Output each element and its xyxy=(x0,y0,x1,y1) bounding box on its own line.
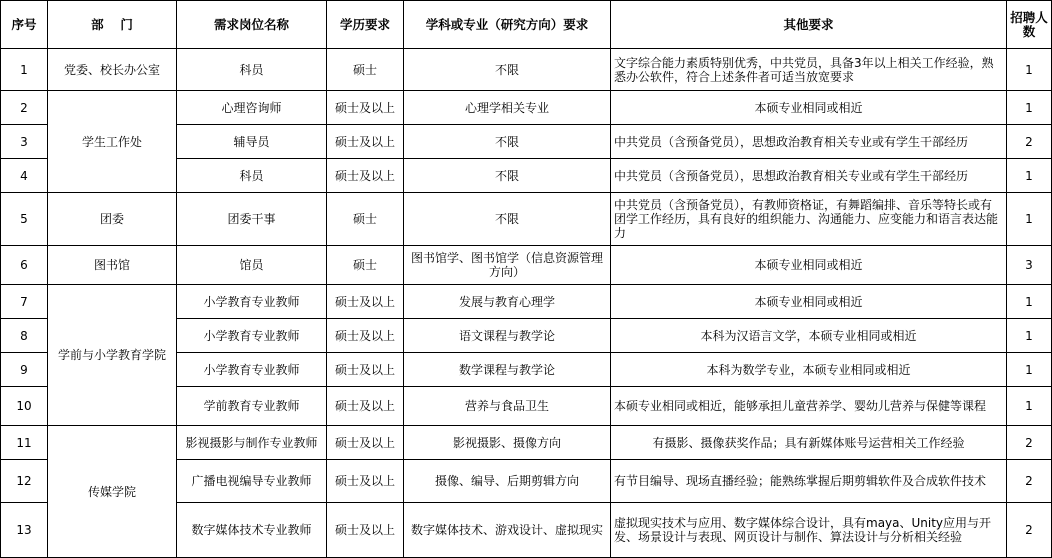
cell-major: 语文课程与教学论 xyxy=(404,319,611,353)
cell-post: 心理咨询师 xyxy=(177,91,327,125)
cell-major: 摄像、编导、后期剪辑方向 xyxy=(404,460,611,503)
cell-other: 有节目编导、现场直播经验；能熟练掌握后期剪辑软件及合成软件技术 xyxy=(611,460,1007,503)
cell-edu: 硕士及以上 xyxy=(327,285,404,319)
header-edu: 学历要求 xyxy=(327,1,404,49)
cell-post: 小学教育专业教师 xyxy=(177,319,327,353)
cell-post: 小学教育专业教师 xyxy=(177,353,327,387)
cell-other: 本硕专业相同或相近 xyxy=(611,91,1007,125)
cell-count: 1 xyxy=(1007,387,1052,426)
cell-count: 2 xyxy=(1007,503,1052,558)
cell-no: 9 xyxy=(1,353,48,387)
cell-major: 数学课程与教学论 xyxy=(404,353,611,387)
cell-dept: 学前与小学教育学院 xyxy=(48,285,177,426)
cell-edu: 硕士 xyxy=(327,193,404,246)
cell-no: 2 xyxy=(1,91,48,125)
cell-major: 不限 xyxy=(404,159,611,193)
cell-edu: 硕士及以上 xyxy=(327,125,404,159)
cell-edu: 硕士 xyxy=(327,49,404,91)
cell-no: 4 xyxy=(1,159,48,193)
cell-major: 数字媒体技术、游戏设计、虚拟现实 xyxy=(404,503,611,558)
cell-other: 文字综合能力素质特别优秀，中共党员，具备3年以上相关工作经验，熟悉办公软件，符合上述条件者可适当放宽要求 xyxy=(611,49,1007,91)
cell-post: 科员 xyxy=(177,49,327,91)
cell-edu: 硕士及以上 xyxy=(327,503,404,558)
header-no: 序号 xyxy=(1,1,48,49)
cell-count: 1 xyxy=(1007,353,1052,387)
cell-major: 影视摄影、摄像方向 xyxy=(404,426,611,460)
cell-major: 不限 xyxy=(404,49,611,91)
cell-no: 1 xyxy=(1,49,48,91)
cell-no: 11 xyxy=(1,426,48,460)
cell-major: 图书馆学、图书馆学（信息资源管理方向） xyxy=(404,246,611,285)
cell-dept: 传媒学院 xyxy=(48,426,177,558)
cell-count: 2 xyxy=(1007,426,1052,460)
cell-post: 团委干事 xyxy=(177,193,327,246)
header-count: 招聘人数 xyxy=(1007,1,1052,49)
cell-major: 营养与食品卫生 xyxy=(404,387,611,426)
table-row xyxy=(1,91,1052,125)
cell-post: 广播电视编导专业教师 xyxy=(177,460,327,503)
cell-count: 3 xyxy=(1007,246,1052,285)
header-dept: 部 门 xyxy=(48,1,177,49)
cell-other: 中共党员（含预备党员），思想政治教育相关专业或有学生干部经历 xyxy=(611,125,1007,159)
cell-count: 1 xyxy=(1007,91,1052,125)
cell-dept: 党委、校长办公室 xyxy=(48,49,177,91)
cell-edu: 硕士及以上 xyxy=(327,460,404,503)
header-major: 学科或专业（研究方向）要求 xyxy=(404,1,611,49)
cell-major: 心理学相关专业 xyxy=(404,91,611,125)
table-row xyxy=(1,426,1052,460)
header-other: 其他要求 xyxy=(611,1,1007,49)
cell-major: 不限 xyxy=(404,193,611,246)
cell-other: 虚拟现实技术与应用、数字媒体综合设计，具有maya、Unity应用与开发、场景设计与表现、网页设计与制作、算法设计与分析相关经验 xyxy=(611,503,1007,558)
cell-post: 数字媒体技术专业教师 xyxy=(177,503,327,558)
header-post: 需求岗位名称 xyxy=(177,1,327,49)
cell-other: 本硕专业相同或相近，能够承担儿童营养学、婴幼儿营养与保健等课程 xyxy=(611,387,1007,426)
cell-no: 10 xyxy=(1,387,48,426)
cell-no: 13 xyxy=(1,503,48,558)
cell-no: 7 xyxy=(1,285,48,319)
cell-dept: 学生工作处 xyxy=(48,91,177,193)
cell-no: 6 xyxy=(1,246,48,285)
cell-count: 1 xyxy=(1007,319,1052,353)
table-row xyxy=(1,285,1052,319)
cell-count: 1 xyxy=(1007,285,1052,319)
cell-edu: 硕士及以上 xyxy=(327,387,404,426)
table-row xyxy=(1,246,1052,285)
cell-post: 科员 xyxy=(177,159,327,193)
cell-major: 发展与教育心理学 xyxy=(404,285,611,319)
cell-edu: 硕士 xyxy=(327,246,404,285)
cell-count: 1 xyxy=(1007,49,1052,91)
cell-post: 小学教育专业教师 xyxy=(177,285,327,319)
cell-no: 5 xyxy=(1,193,48,246)
cell-other: 本科为数学专业，本硕专业相同或相近 xyxy=(611,353,1007,387)
cell-other: 中共党员（含预备党员），有教师资格证，有舞蹈编排、音乐等特长或有团学工作经历，具有良好的组织能力、沟通能力、应变能力和语言表达能力 xyxy=(611,193,1007,246)
cell-no: 8 xyxy=(1,319,48,353)
cell-edu: 硕士及以上 xyxy=(327,319,404,353)
cell-edu: 硕士及以上 xyxy=(327,353,404,387)
cell-dept: 图书馆 xyxy=(48,246,177,285)
cell-major: 不限 xyxy=(404,125,611,159)
cell-count: 1 xyxy=(1007,193,1052,246)
cell-other: 中共党员（含预备党员），思想政治教育相关专业或有学生干部经历 xyxy=(611,159,1007,193)
cell-no: 3 xyxy=(1,125,48,159)
cell-post: 影视摄影与制作专业教师 xyxy=(177,426,327,460)
cell-count: 2 xyxy=(1007,125,1052,159)
cell-no: 12 xyxy=(1,460,48,503)
table-row xyxy=(1,193,1052,246)
cell-edu: 硕士及以上 xyxy=(327,159,404,193)
cell-other: 本硕专业相同或相近 xyxy=(611,246,1007,285)
cell-edu: 硕士及以上 xyxy=(327,91,404,125)
cell-other: 本硕专业相同或相近 xyxy=(611,285,1007,319)
cell-edu: 硕士及以上 xyxy=(327,426,404,460)
header-row xyxy=(1,1,1052,49)
cell-other: 本科为汉语言文学，本硕专业相同或相近 xyxy=(611,319,1007,353)
cell-post: 学前教育专业教师 xyxy=(177,387,327,426)
cell-other: 有摄影、摄像获奖作品；具有新媒体账号运营相关工作经验 xyxy=(611,426,1007,460)
cell-post: 馆员 xyxy=(177,246,327,285)
cell-count: 1 xyxy=(1007,159,1052,193)
cell-count: 2 xyxy=(1007,460,1052,503)
cell-post: 辅导员 xyxy=(177,125,327,159)
cell-dept: 团委 xyxy=(48,193,177,246)
table-row xyxy=(1,49,1052,91)
